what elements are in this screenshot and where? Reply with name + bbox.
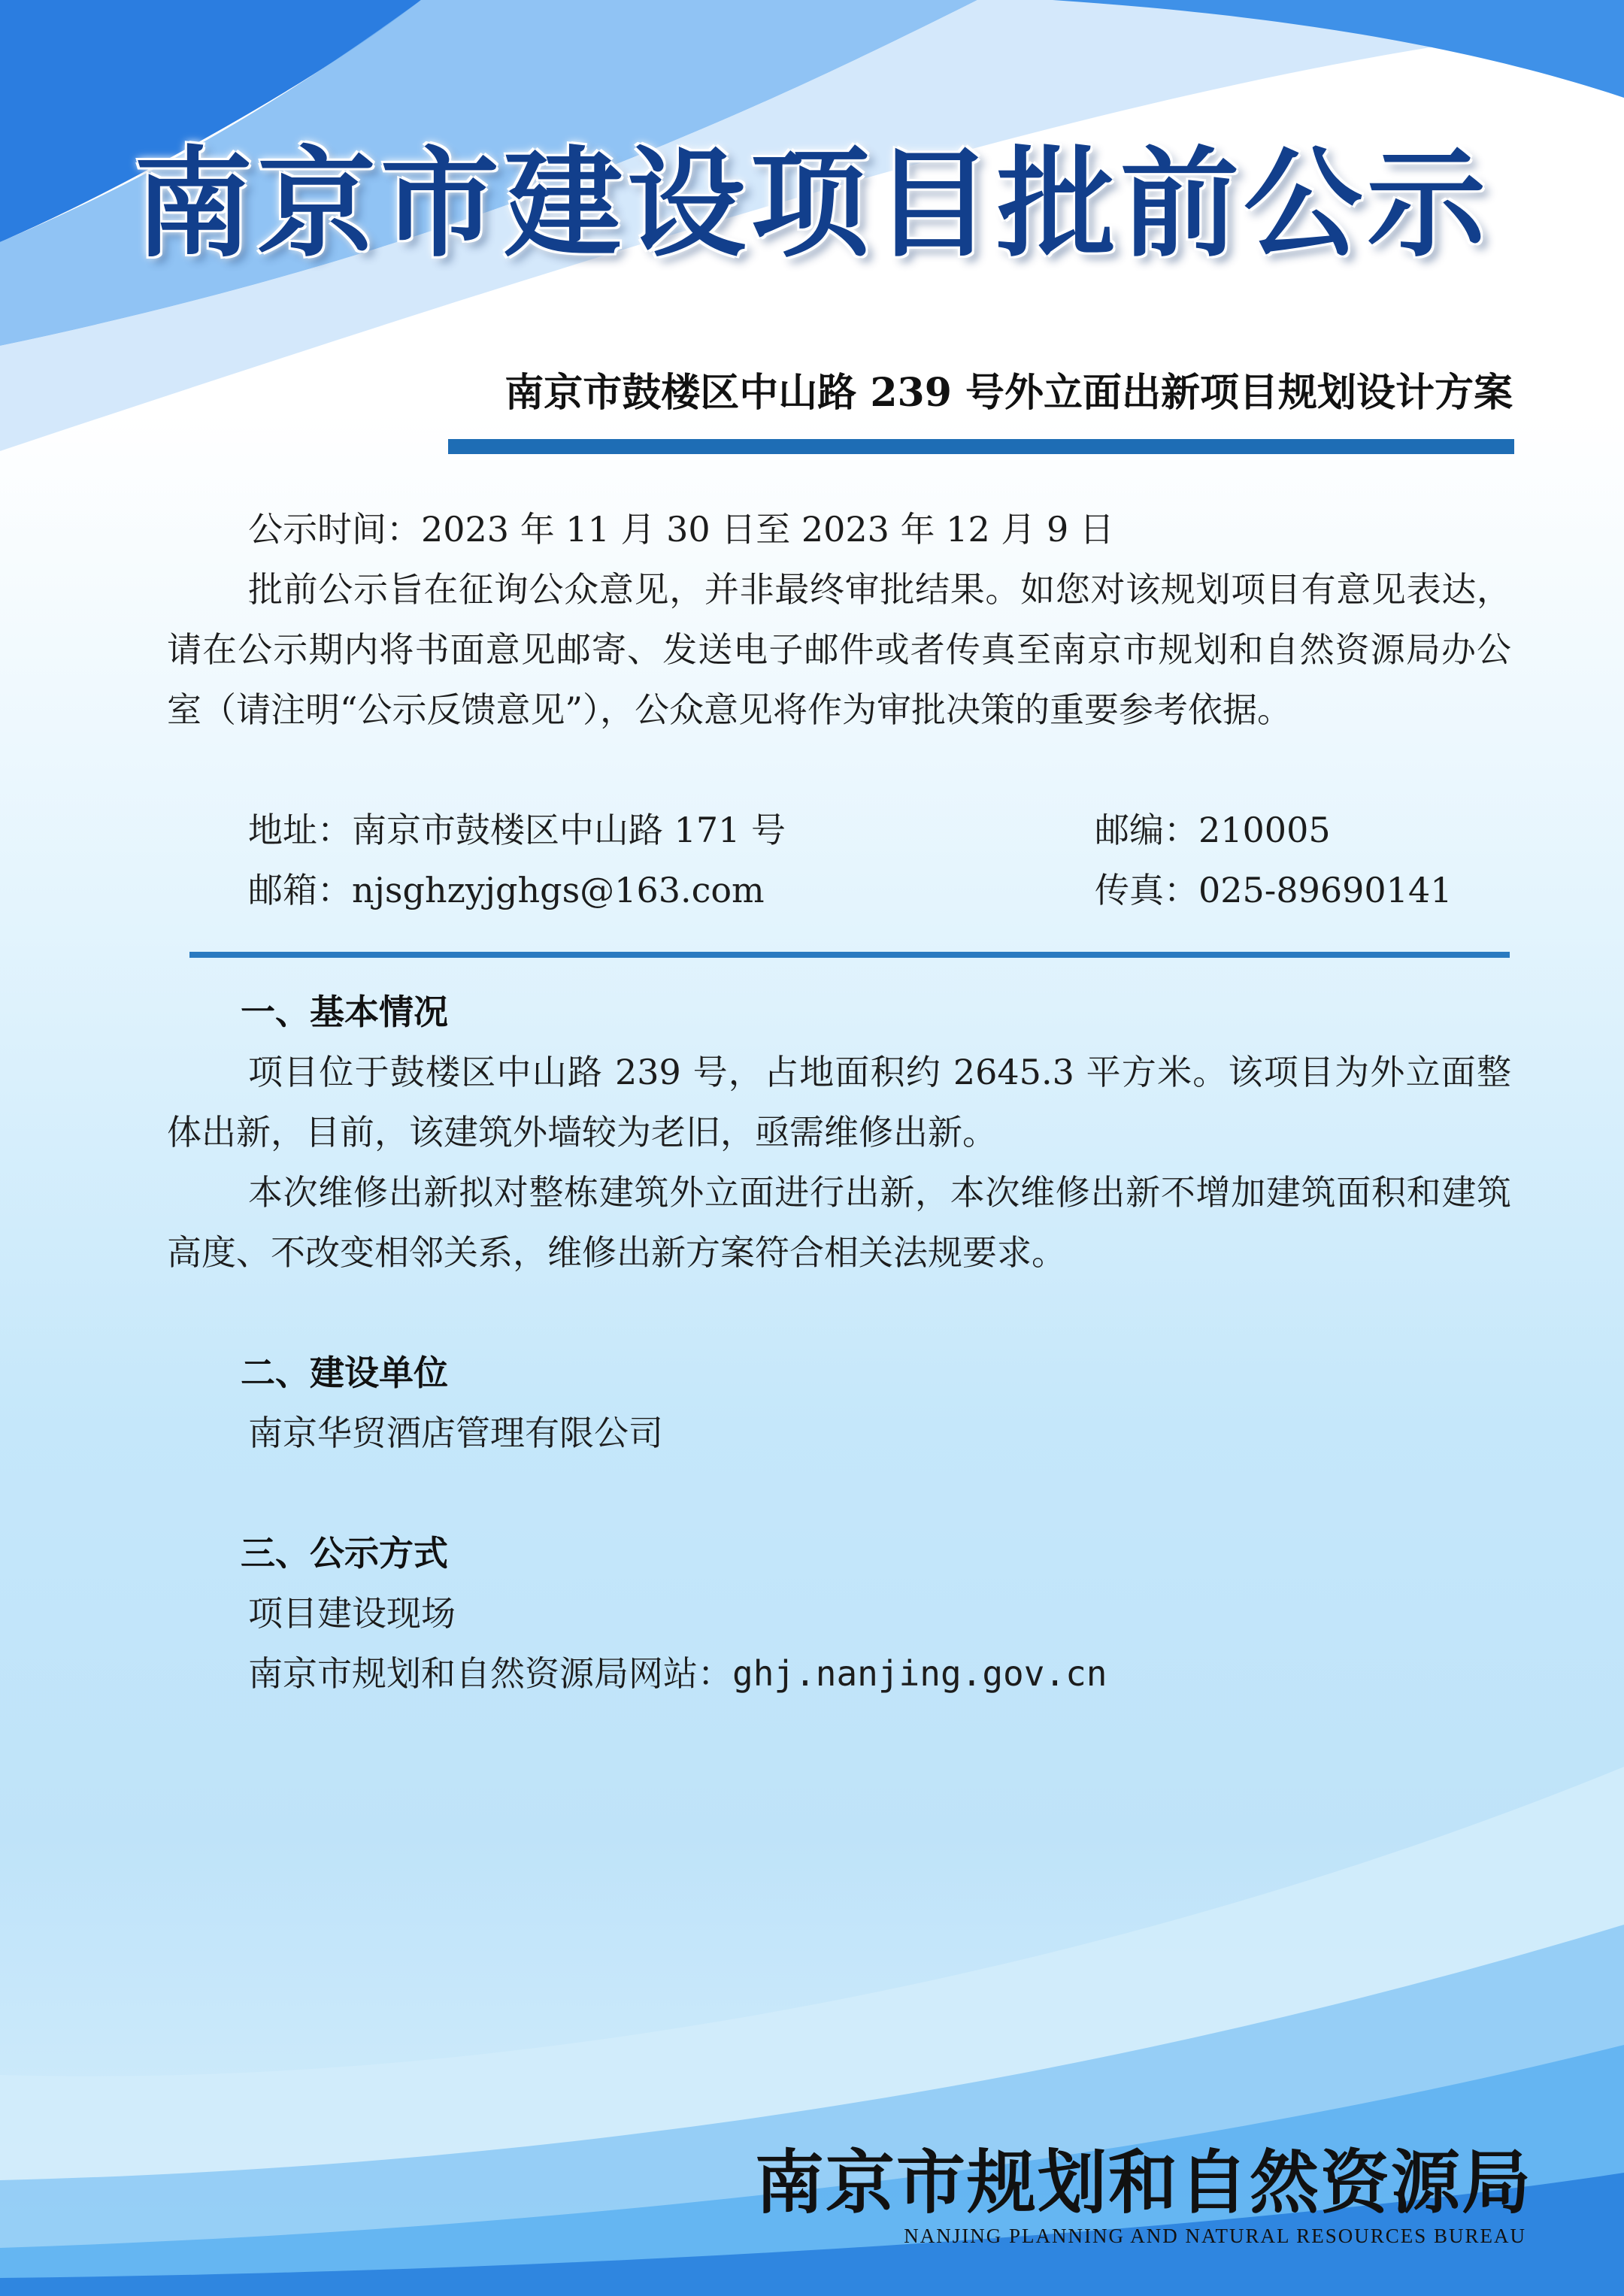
section-divider [189, 952, 1510, 958]
address-text: 地址：南京市鼓楼区中山路 171 号 [248, 810, 786, 850]
section-heading-basic-info: 一、基本情况 [241, 992, 448, 1032]
notice-intro [167, 559, 1511, 740]
fax-text: 传真：025-89690141 [1095, 870, 1453, 910]
section-heading-publicity: 三、公示方式 [241, 1533, 448, 1574]
section-body-builder [167, 1403, 1511, 1463]
notice-period-text: 公示时间：2023 年 11 月 30 日至 2023 年 12 月 9 日 [248, 509, 1114, 550]
publicity-website: 南京市规划和自然资源局网站：ghj.nanjing.gov.cn [248, 1653, 1107, 1694]
title-underline [448, 439, 1514, 454]
paragraph: 项目位于鼓楼区中山路 239 号，占地面积约 2645.3 平方米。该项目为外立面整体出新，目前，该建筑外墙较为老旧，亟需维修出新。 [167, 1052, 1511, 1153]
page-title: 南京市建设项目批前公示 [134, 135, 1490, 274]
builder-name: 南京华贸酒店管理有限公司 [248, 1413, 663, 1453]
section-body-publicity [167, 1583, 1511, 1704]
email-text: 邮箱：njsghzyjghgs@163.com [248, 870, 765, 910]
section-heading-builder: 二、建设单位 [241, 1352, 448, 1393]
section-body-basic-info [167, 1042, 1511, 1283]
paragraph: 本次维修出新拟对整栋建筑外立面进行出新，本次维修出新不增加建筑面积和建筑高度、不改变相邻关系，维修出新方案符合相关法规要求。 [167, 1172, 1511, 1273]
bureau-name-en: NANJING PLANNING AND NATURAL RESOURCES BUREAU [904, 2225, 1526, 2247]
notice-period [167, 499, 1511, 559]
bureau-name: 南京市规划和自然资源局 [754, 2142, 1532, 2223]
notice-intro-text: 批前公示旨在征询公众意见，并非最终审批结果。如您对该规划项目有意见表达，请在公示期内将书面意见邮寄、发送电子邮件或者传真至南京市规划和自然资源局办公室（请注明“公示反馈意见”），公众意见将作为审批决策的重要参考依据。 [167, 569, 1511, 730]
project-title: 南京市鼓楼区中山路 239 号外立面出新项目规划设计方案 [504, 370, 1513, 416]
postcode-text: 邮编：210005 [1095, 810, 1331, 850]
publicity-site: 项目建设现场 [248, 1593, 456, 1634]
